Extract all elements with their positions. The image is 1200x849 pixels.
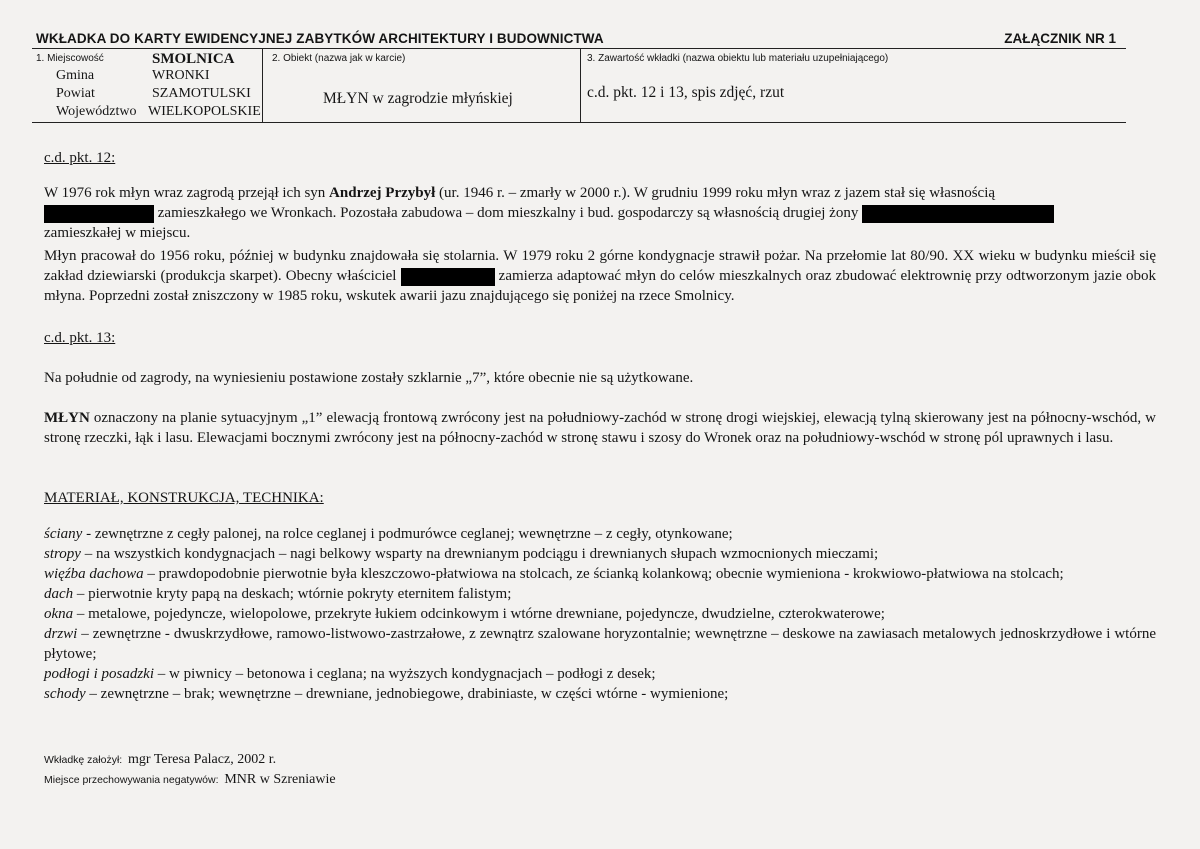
material-text: – w piwnicy – betonowa i ceglana; na wyższych kondygnacjach – podłogi z desek;	[154, 666, 656, 682]
author-value: mgr Teresa Palacz, 2002 r.	[128, 752, 277, 767]
section13-paragraph1: Na południe od zagrody, na wyniesieniu postawione zostały szklarnie „7”, które obecnie nie są użytkowane.	[44, 370, 694, 386]
material-term: dach	[44, 586, 74, 602]
person-name: Andrzej Przybył	[329, 185, 436, 201]
voivodeship-value: WIELKOPOLSKIE	[148, 104, 261, 119]
section12-p2-a: Młyn pracował do 1956 roku, później w budynku znajdowała się stolarnia. W 1979 roku 2 górne kondygnacje strawił pożar. Na przełomie lat 80/90. XX wieku w budynku mieścił się zakład dziewiarski (produkcja skarpet). Obecny właściciel	[44, 248, 1156, 284]
storage-label: Miejsce przechowywania negatywów:	[44, 774, 219, 786]
powiat-label: Powiat	[56, 86, 95, 101]
storage-line	[44, 772, 336, 788]
author-line	[44, 752, 276, 768]
section13-p2-text: oznaczony na planie sytuacyjnym „1” elewacją frontową zwrócony jest na południowy-zachód w stronę drogi wiejskiej, elewacją tylną skierowany jest na północny-wschód, w stronę rzeczki, łąk i lasu. Elewacjami bocznymi zwrócony jest na północny-zachód w stronę stawu i szosy do Wronek oraz na południowy-wschód w stronę pól uprawnych i lasu.	[44, 410, 1156, 446]
materials-heading: MATERIAŁ, KONSTRUKCJA, TECHNIKA:	[44, 490, 324, 506]
gmina-label: Gmina	[56, 68, 95, 83]
redaction-block	[401, 268, 495, 286]
section13-paragraph2	[44, 408, 1156, 448]
list-item	[44, 604, 1156, 624]
list-item	[44, 624, 1156, 664]
section13-heading: c.d. pkt. 13:	[44, 330, 116, 346]
header-bottom-rule	[32, 122, 1126, 123]
material-text: zewnętrzne z cegły palonej, na rolce ceglanej i podmurówce ceglanej; wewnętrzne – z cegły, otynkowane;	[91, 526, 733, 542]
material-text: – na wszystkich kondygnacjach – nagi belkowy wsparty na drewnianym podciągu i drewnianych słupach wzmocnionych mieczami;	[80, 546, 879, 562]
material-term: okna	[44, 606, 74, 622]
redaction-block	[44, 205, 154, 223]
locality-value: SMOLNICA	[152, 51, 235, 67]
list-item	[44, 544, 1156, 564]
material-term: stropy	[44, 546, 81, 562]
material-term: podłogi i posadzki	[44, 666, 155, 682]
gmina-value: WRONKI	[152, 68, 210, 83]
box-divider-2	[580, 48, 581, 122]
section12-heading: c.d. pkt. 12:	[44, 150, 116, 166]
material-term: schody	[44, 686, 86, 702]
material-text: – zewnętrzne – brak; wewnętrzne – drewniane, jednobiegowe, drabiniaste, w części wtórne - wymienione;	[85, 686, 729, 702]
material-text: – prawdopodobnie pierwotnie była kleszczowo-płatwiowa na stolcach, ze ścianką kolankową; obecnie wymieniona - krokwiowo-płatwiowa na stolcach;	[143, 566, 1064, 582]
box1-label: 1. Miejscowość	[36, 53, 104, 64]
material-term: więźba dachowa	[44, 566, 144, 582]
insert-contents: c.d. pkt. 12 i 13, spis zdjęć, rzut	[587, 84, 785, 101]
box2-label: 2. Obiekt (nazwa jak w karcie)	[272, 53, 406, 64]
form-title: WKŁADKA DO KARTY EWIDENCYJNEJ ZABYTKÓW ARCHITEKTURY I BUDOWNICTWA	[36, 31, 604, 46]
section12-p1-a: W 1976 rok młyn wraz zagrodą przejął ich syn	[44, 185, 330, 201]
list-item	[44, 564, 1156, 584]
material-term: drzwi	[44, 626, 78, 642]
materials-list	[44, 524, 1156, 704]
object-name: MŁYN w zagrodzie młyńskiej	[323, 90, 513, 107]
material-text: – zewnętrzne - dwuskrzydłowe, ramowo-listwowo-zastrzałowe, z zewnątrz szalowane horyzontalnie; wewnętrzne – deskowe na zawiasach metalowych jednoskrzydłowe i wtórne płytowe;	[44, 626, 1156, 662]
material-text: – metalowe, pojedyncze, wielopolowe, przekryte łukiem odcinkowym i wtórne drewniane, pojedyncze, dwudzielne, czterokwaterowe;	[73, 606, 885, 622]
section12-paragraph2	[44, 246, 1156, 306]
section12-paragraph1	[44, 183, 1156, 243]
mill-label: MŁYN	[44, 410, 90, 426]
box3-label: 3. Zawartość wkładki (nazwa obiektu lub materiału uzupełniającego)	[587, 53, 889, 64]
list-item	[44, 524, 1156, 544]
list-item	[44, 584, 1156, 604]
list-item	[44, 684, 1156, 704]
material-text: – pierwotnie kryty papą na deskach; wtórnie pokryty eternitem falistym;	[73, 586, 512, 602]
storage-value: MNR w Szreniawie	[224, 772, 336, 787]
material-term: ściany -	[44, 526, 92, 542]
header-top-rule	[32, 48, 1126, 49]
section12-p2-b: zamierza adaptować młyn do celów mieszkalnych oraz zbudować elektrownię przy odtworzonym jazie obok młyna. Poprzedni został zniszczony w 1985 roku, wskutek awarii jazu znajdującego się poniżej na rzece Smolnicy.	[44, 268, 1156, 304]
box-divider-1	[262, 48, 263, 122]
redaction-block	[862, 205, 1054, 223]
section12-p1-b: (ur. 1946 r. – zmarły w 2000 r.). W grudniu 1999 roku młyn wraz z jazem stał się własnością	[435, 185, 996, 201]
author-label: Wkładkę założył:	[44, 754, 123, 766]
voivodeship-label: Województwo	[56, 104, 137, 119]
section12-p1-d: zamieszkałej w miejscu.	[44, 225, 191, 241]
powiat-value: SZAMOTULSKI	[152, 86, 251, 101]
annex-number: ZAŁĄCZNIK NR 1	[1004, 31, 1116, 46]
section12-p1-c: zamieszkałego we Wronkach. Pozostała zabudowa – dom mieszkalny i bud. gospodarczy są własnością drugiej żony	[154, 205, 863, 221]
list-item	[44, 664, 1156, 684]
